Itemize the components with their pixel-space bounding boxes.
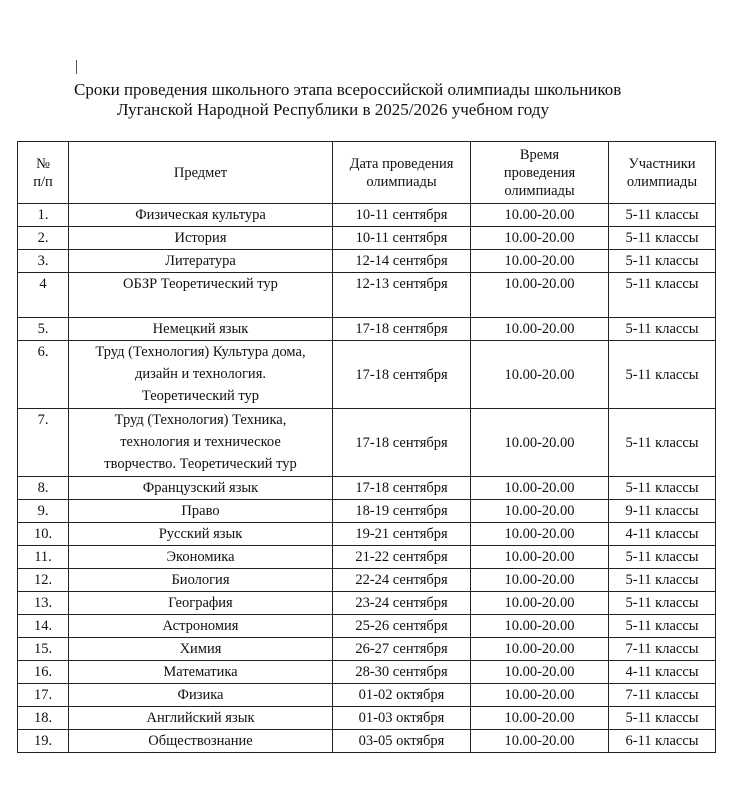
row-participants: 5-11 классы [609, 477, 716, 500]
subject-line: Химия [179, 641, 222, 657]
row-subject [69, 318, 333, 341]
row-participants: 5-11 классы [609, 409, 716, 477]
table-row [18, 409, 716, 477]
row-subject [69, 661, 333, 684]
row-subject [69, 477, 333, 500]
subject-line: дизайн и технология. [135, 366, 266, 382]
table-row [18, 318, 716, 341]
row-time: 10.00-20.00 [471, 661, 609, 684]
row-participants: 4-11 классы [609, 523, 716, 546]
table-row [18, 569, 716, 592]
row-participants: 5-11 классы [609, 227, 716, 250]
row-subject [69, 592, 333, 615]
row-subject [69, 615, 333, 638]
row-date: 17-18 сентября [333, 409, 471, 477]
row-date: 12-14 сентября [333, 250, 471, 273]
row-date: 17-18 сентября [333, 318, 471, 341]
row-subject [69, 409, 333, 477]
row-date: 17-18 сентября [333, 477, 471, 500]
row-participants: 4-11 классы [609, 661, 716, 684]
row-date: 18-19 сентября [333, 500, 471, 523]
row-participants: 6-11 классы [609, 730, 716, 753]
subject-line: Физика [177, 687, 224, 703]
subject-line: Литература [165, 253, 236, 269]
subject-line: Английский язык [146, 710, 255, 726]
header-num: № п/п [18, 142, 69, 204]
row-number: 15. [18, 638, 69, 661]
subject-line: География [168, 595, 233, 611]
row-participants: 5-11 классы [609, 273, 716, 318]
row-date: 21-22 сентября [333, 546, 471, 569]
subject-line: Физическая культура [135, 207, 266, 223]
subject-line: Математика [163, 664, 238, 680]
subject-line: творчество. Теоретический тур [104, 456, 297, 472]
row-participants: 5-11 классы [609, 341, 716, 409]
row-time: 10.00-20.00 [471, 250, 609, 273]
row-date: 10-11 сентября [333, 227, 471, 250]
schedule-table [17, 141, 716, 753]
table-row [18, 661, 716, 684]
row-time: 10.00-20.00 [471, 341, 609, 409]
row-number: 10. [18, 523, 69, 546]
row-number: 12. [18, 569, 69, 592]
row-date: 03-05 октября [333, 730, 471, 753]
table-row [18, 204, 716, 227]
row-time: 10.00-20.00 [471, 707, 609, 730]
row-subject [69, 250, 333, 273]
row-time: 10.00-20.00 [471, 477, 609, 500]
header-time: Время проведения олимпиады [471, 142, 609, 204]
header-participants: Участники олимпиады [609, 142, 716, 204]
subject-line: технология и техническое [120, 434, 281, 450]
row-time: 10.00-20.00 [471, 500, 609, 523]
row-subject [69, 569, 333, 592]
table-row [18, 730, 716, 753]
subject-line: История [174, 230, 227, 246]
row-subject [69, 684, 333, 707]
row-date: 22-24 сентября [333, 569, 471, 592]
row-date: 23-24 сентября [333, 592, 471, 615]
row-subject [69, 638, 333, 661]
row-number: 6. [18, 341, 69, 409]
subject-line: Русский язык [158, 526, 243, 542]
row-participants: 9-11 классы [609, 500, 716, 523]
row-date: 12-13 сентября [333, 273, 471, 318]
subject-line: Теоретический тур [141, 388, 260, 404]
row-subject [69, 730, 333, 753]
table-row [18, 707, 716, 730]
row-number: 5. [18, 318, 69, 341]
row-date: 10-11 сентября [333, 204, 471, 227]
row-time: 10.00-20.00 [471, 638, 609, 661]
row-participants: 5-11 классы [609, 546, 716, 569]
row-number: 4 [18, 273, 69, 318]
row-time: 10.00-20.00 [471, 273, 609, 318]
row-subject [69, 500, 333, 523]
subject-line: Французский язык [142, 480, 259, 496]
header-date: Дата проведения олимпиады [333, 142, 471, 204]
table-row [18, 638, 716, 661]
row-number: 14. [18, 615, 69, 638]
row-participants: 5-11 классы [609, 707, 716, 730]
row-date: 25-26 сентября [333, 615, 471, 638]
row-number: 9. [18, 500, 69, 523]
subject-line: Биология [171, 572, 230, 588]
table-row [18, 684, 716, 707]
row-date: 19-21 сентября [333, 523, 471, 546]
row-subject [69, 523, 333, 546]
row-number: 13. [18, 592, 69, 615]
row-date: 01-02 октября [333, 684, 471, 707]
row-date: 26-27 сентября [333, 638, 471, 661]
row-time: 10.00-20.00 [471, 409, 609, 477]
row-participants: 5-11 классы [609, 204, 716, 227]
row-subject [69, 546, 333, 569]
row-time: 10.00-20.00 [471, 523, 609, 546]
text-cursor [76, 60, 77, 74]
row-time: 10.00-20.00 [471, 204, 609, 227]
row-time: 10.00-20.00 [471, 569, 609, 592]
table-row [18, 250, 716, 273]
subject-line: ОБЗР Теоретический тур [123, 276, 278, 292]
subject-line: Немецкий язык [152, 321, 249, 337]
title-line-1: Сроки проведения школьного этапа всероссийской олимпиады школьников [74, 80, 622, 99]
row-number: 8. [18, 477, 69, 500]
row-subject [69, 341, 333, 409]
table-row [18, 273, 716, 318]
row-time: 10.00-20.00 [471, 615, 609, 638]
row-number: 3. [18, 250, 69, 273]
subject-line: Труд (Технология) Техника, [114, 412, 287, 428]
row-subject [69, 204, 333, 227]
row-time: 10.00-20.00 [471, 318, 609, 341]
row-date: 28-30 сентября [333, 661, 471, 684]
subject-line: Астрономия [162, 618, 239, 634]
subject-line: Обществознание [148, 733, 253, 749]
row-participants: 7-11 классы [609, 638, 716, 661]
row-time: 10.00-20.00 [471, 592, 609, 615]
title-line-2: Луганской Народной Республики в 2025/2026 учебном году [117, 100, 549, 119]
row-number: 11. [18, 546, 69, 569]
table-header-row [18, 142, 716, 204]
row-subject [69, 273, 333, 318]
row-participants: 5-11 классы [609, 318, 716, 341]
subject-line: Труд (Технология) Культура дома, [95, 344, 306, 360]
table-row [18, 500, 716, 523]
table-row [18, 227, 716, 250]
row-number: 7. [18, 409, 69, 477]
row-participants: 5-11 классы [609, 615, 716, 638]
row-participants: 7-11 классы [609, 684, 716, 707]
row-number: 1. [18, 204, 69, 227]
row-time: 10.00-20.00 [471, 730, 609, 753]
table-row [18, 523, 716, 546]
subject-line: Экономика [166, 549, 235, 565]
table-row [18, 592, 716, 615]
row-participants: 5-11 классы [609, 592, 716, 615]
row-number: 16. [18, 661, 69, 684]
table-row [18, 546, 716, 569]
row-participants: 5-11 классы [609, 250, 716, 273]
row-number: 17. [18, 684, 69, 707]
row-number: 19. [18, 730, 69, 753]
row-participants: 5-11 классы [609, 569, 716, 592]
row-number: 18. [18, 707, 69, 730]
row-subject [69, 227, 333, 250]
row-number: 2. [18, 227, 69, 250]
row-date: 17-18 сентября [333, 341, 471, 409]
table-row [18, 341, 716, 409]
header-subject: Предмет [69, 142, 333, 204]
row-date: 01-03 октября [333, 707, 471, 730]
row-time: 10.00-20.00 [471, 227, 609, 250]
row-time: 10.00-20.00 [471, 546, 609, 569]
document-title [0, 80, 729, 120]
subject-line: Право [181, 503, 220, 519]
table-row [18, 615, 716, 638]
table-row [18, 477, 716, 500]
row-time: 10.00-20.00 [471, 684, 609, 707]
row-subject [69, 707, 333, 730]
